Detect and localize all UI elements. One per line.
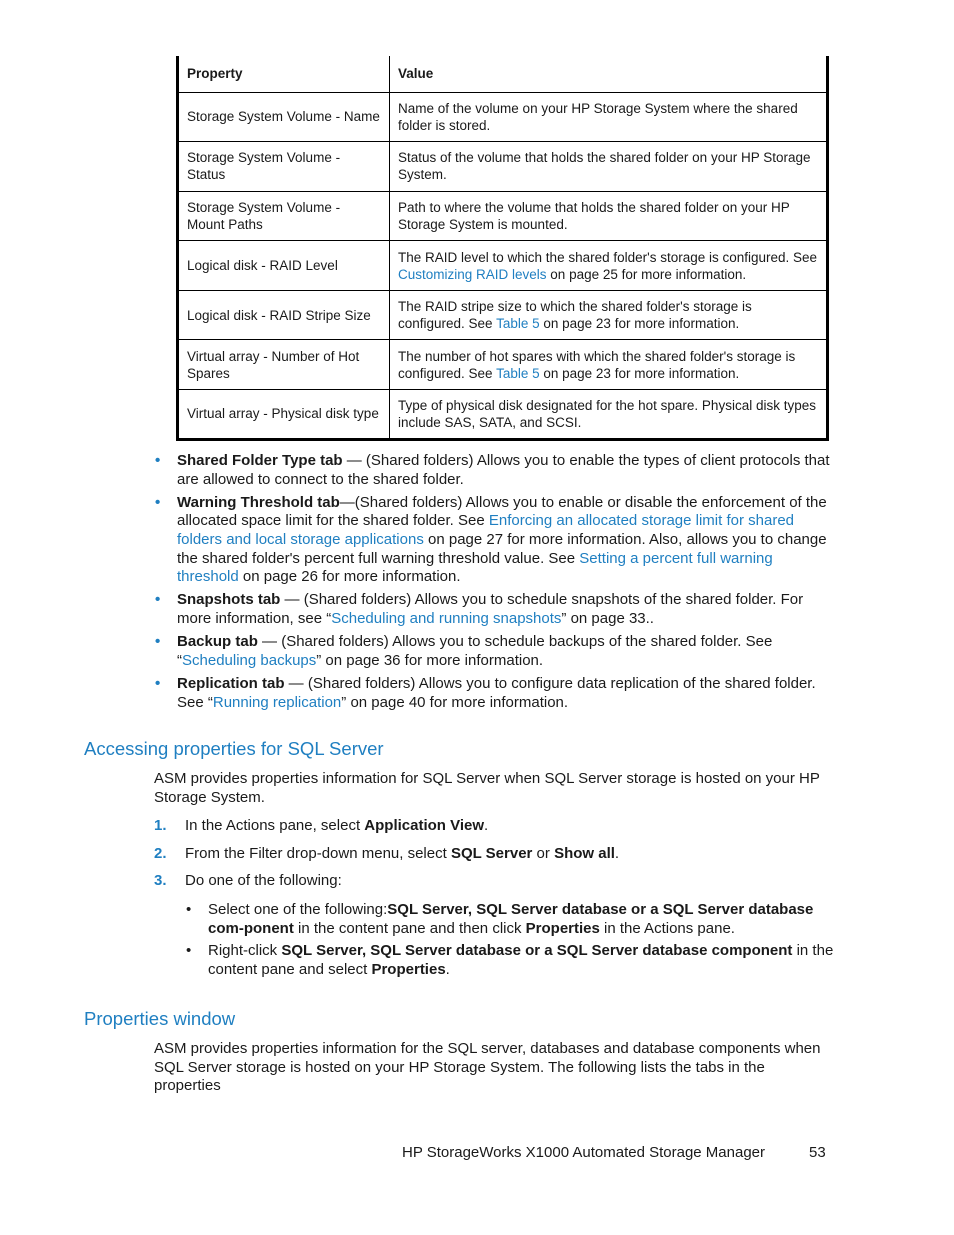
bullet-title: Backup tab [177,633,258,651]
list-item [186,942,836,979]
bullet-text: — (Shared folders) Allows you to enable the types of client protocols that are allowed to connect to the shared folder. [177,452,830,488]
link-table-5[interactable]: Table 5 [496,365,540,381]
value-cell [390,241,828,291]
step-text: or [532,844,555,862]
value-text: on page 25 for more information. [546,266,747,282]
link-enforcing-storage-limit[interactable]: Enforcing an allocated storage limit for shared folders and local storage applications [177,512,795,548]
bullet-text: — (Shared folders) Allows you to configure data replication of the shared folder. See “ [177,674,816,711]
section-heading-sql-server: Accessing properties for SQL Server [84,738,384,759]
value-text: The RAID stripe size to which the shared folder's storage is configured. See [398,299,752,332]
bullet-icon: • [186,942,192,960]
step-text: . [484,817,489,834]
property-cell: Storage System Volume - Name [178,92,390,142]
table-header-row [178,56,828,92]
sub-text: . [445,960,450,978]
value-cell: Name of the volume on your HP Storage System where the shared folder is stored. [390,92,828,142]
sub-text: in the content pane and select [208,942,834,978]
table-row [178,142,828,192]
property-cell: Storage System Volume - Status [178,142,390,192]
section-intro-properties-window: ASM provides properties information for the SQL server, databases and database components when SQL Server storage is hosted on your HP Storage System. The following lists the tabs in the properties [154,1040,821,1095]
sub-bold: Properties [525,919,600,937]
bullet-text: — (Shared folders) Allows you to schedule backups of the shared folder. See “ [177,633,773,669]
list-item [155,452,835,489]
bullet-icon: • [155,633,161,651]
value-text: on page 23 for more information. [539,365,740,381]
bullet-text: ” on page 40 for more information. [341,693,569,711]
property-cell: Virtual array - Number of Hot Spares [178,340,390,390]
link-setting-warning-threshold[interactable]: Setting a percent full warning threshold [177,549,773,586]
sub-bold: SQL Server, SQL Server database or a SQL Server database component [281,942,793,960]
link-table-5[interactable]: Table 5 [496,316,540,332]
step-bold: SQL Server [450,844,533,862]
value-text: The RAID level to which the shared folder's storage is configured. See [398,249,818,265]
list-item [155,591,835,628]
step-number: 2. [154,844,167,862]
table-row [178,191,828,241]
step-text: . [614,844,620,862]
sub-text: in the content pane and then click [293,919,526,937]
column-header-value: Value [390,56,828,92]
link-scheduling-backups[interactable]: Scheduling backups [182,651,317,669]
bullet-text: —(Shared folders) Allows you to enable or disable the enforcement of the allocated space limit for the shared folder. See [177,493,827,530]
bullet-icon: • [186,901,192,918]
bullet-text: on page 26 for more information. [238,568,461,586]
bullet-text: ” on page 33.. [561,609,654,627]
step-text: Do one of the following: [185,872,342,890]
section-heading-properties-window: Properties window [84,1008,236,1029]
value-cell [390,340,828,390]
table-row [178,290,828,340]
property-cell: Logical disk - RAID Stripe Size [178,290,390,340]
bullet-icon: • [155,452,161,469]
bullet-text: ” on page 36 for more information. [316,651,544,669]
value-cell: Type of physical disk designated for the hot spare. Physical disk types include SAS, SATA, and SCSI. [390,390,828,440]
bullet-title: Warning Threshold tab [177,493,340,511]
link-customizing-raid-levels[interactable]: Customizing RAID levels [398,266,547,282]
list-item [155,494,835,587]
step-bold: Show all [554,844,615,862]
property-cell: Storage System Volume - Mount Paths [178,191,390,241]
bullet-icon: • [155,493,161,511]
step-text: In the Actions pane, select [185,817,365,834]
bullet-icon: • [155,674,161,692]
sub-options-list [186,901,836,983]
tab-bullet-list [155,452,835,717]
list-item [155,675,835,712]
value-text: on page 23 for more information. [539,316,740,332]
table-row [178,340,828,390]
step-text: From the Filter drop-down menu, select [185,844,451,862]
step-number: 3. [154,872,167,890]
list-item [155,633,835,670]
bullet-title: Snapshots tab [177,591,281,609]
sub-text: in the Actions pane. [599,919,735,937]
value-cell: Status of the volume that holds the shared folder on your HP Storage System. [390,142,828,192]
bullet-text: on page 27 for more information. Also, allows you to change the shared folder's percent full warning threshold value. See [177,530,827,567]
steps-list [154,817,834,891]
property-cell: Logical disk - RAID Level [178,241,390,291]
table-row [178,92,828,142]
list-item [154,845,834,864]
section-intro-sql-server: ASM provides properties information for SQL Server when SQL Server storage is hosted on your HP Storage System. [154,770,820,806]
page-number: 53 [809,1144,826,1161]
step-number: 1. [154,817,167,834]
column-header-property: Property [178,56,390,92]
sub-bold: SQL Server, SQL Server database or a SQL Server database com-ponent [208,901,814,937]
sub-text: Right-click [208,942,282,960]
value-text: The number of hot spares with which the shared folder's storage is configured. See [398,348,796,381]
bullet-icon: • [155,591,161,609]
sub-text: Select one of the following: [208,901,388,918]
list-item [154,817,834,836]
properties-table [176,56,829,441]
bullet-title: Replication tab [177,674,285,692]
sub-bold: Properties [371,960,446,978]
value-cell: Path to where the volume that holds the shared folder on your HP Storage System is mounted. [390,191,828,241]
step-bold: Application View [364,817,485,834]
bullet-title: Shared Folder Type tab [177,452,343,469]
link-running-replication[interactable]: Running replication [212,693,342,711]
property-cell: Virtual array - Physical disk type [178,390,390,440]
bullet-text: — (Shared folders) Allows you to schedule snapshots of the shared folder. For more information, see “ [177,591,804,627]
table-row [178,390,828,440]
footer-title: HP StorageWorks X1000 Automated Storage Manager [402,1144,765,1161]
list-item [186,901,836,938]
link-scheduling-snapshots[interactable]: Scheduling and running snapshots [331,609,562,627]
list-item [154,872,834,891]
table-row [178,241,828,291]
value-cell [390,290,828,340]
